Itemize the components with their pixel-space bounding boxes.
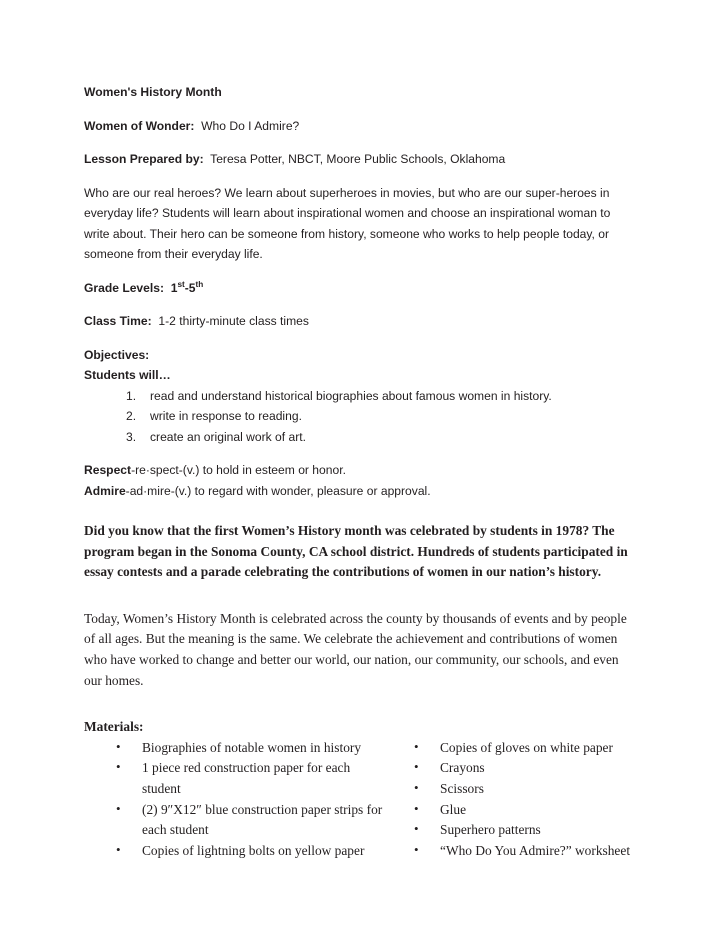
material-text: Crayons [440,760,485,776]
subtitle-label: Women of Wonder: [84,118,195,133]
list-item [116,800,384,841]
did-you-know-paragraph: Did you know that the first Women’s History month was celebrated by students in 1978? The program began in the Sonoma County, CA school district. Hundreds of students participated in essay contests and a parade celebrating the contributions of women in our nation’s history. [84,523,628,580]
objectives-subheading [84,365,632,386]
materials-heading: Materials: [84,719,144,735]
subtitle-line [84,116,632,137]
objective-text: create an original work of art. [150,429,306,444]
materials-list-right [384,738,632,862]
list-item [126,406,632,427]
definition-body: -re·spect-(v.) to hold in esteem or honor. [131,463,346,477]
list-item [126,427,632,448]
prepared-by-label: Lesson Prepared by: [84,152,204,166]
class-time-value: 1-2 thirty-minute class times [158,314,309,328]
grade-levels-line [84,278,632,299]
definition-respect [84,460,632,481]
definition-admire [84,481,632,502]
material-text: Copies of lightning bolts on yellow paper [142,842,365,858]
list-item [414,820,632,841]
definition-term: Respect [84,463,132,477]
list-item [116,758,384,799]
class-time-line [84,311,632,332]
list-item [414,841,632,862]
material-text: Biographies of notable women in history [142,739,362,755]
grade-levels-value [171,281,204,295]
list-item [126,386,632,407]
page-title [84,82,632,103]
list-item [414,779,632,800]
definition-term: Admire [84,483,126,498]
list-item [414,800,632,821]
prepared-by-value: Teresa Potter, NBCT, Moore Public Schools, Oklahoma [210,152,506,166]
grade-end-suffix: th [195,279,204,289]
definition-body: -ad·mire-(v.) to regard with wonder, pleasure or approval. [125,483,431,498]
today-paragraph: Today, Women’s History Month is celebrated across the county by thousands of events and by people of all ages. But the meaning is the same. We celebrate the achievement and contributions of women who have worked to change and better our world, our nation, our community, our schools, and even our homes. [84,610,627,688]
grade-levels-label: Grade Levels: [84,280,164,295]
class-time-label: Class Time: [84,314,152,328]
material-text: Glue [440,801,467,817]
objective-text: read and understand historical biographies about famous women in history. [150,388,552,403]
grade-start-suffix: st [177,279,185,289]
document-body [84,82,632,861]
material-text: “Who Do You Admire?” worksheet [440,842,631,858]
material-text: (2) 9″X12″ blue construction paper strips for each student [142,801,383,838]
material-text: Copies of gloves on white paper [440,739,613,755]
spacer [84,447,632,460]
spacer [84,596,632,609]
material-text: 1 piece red construction paper for each student [142,760,351,796]
materials-list-left [84,738,384,862]
materials-column-left [84,738,384,862]
list-item [116,738,384,759]
page-title-text: Women's History Month [84,85,222,99]
objectives-list [84,386,632,448]
list-item [414,738,632,759]
material-text: Scissors [440,780,484,796]
grade-levels-spacer [164,281,171,295]
subtitle-value: Who Do I Admire? [201,118,300,133]
objectives-heading-text: Objectives: [84,347,150,362]
prepared-by-line [84,149,632,170]
grade-mid: -5 [184,280,196,295]
objective-text: write in response to reading. [150,409,302,423]
grade-start: 1 [170,280,178,295]
objectives-subheading-text: Students will… [84,368,171,382]
list-item [116,841,384,862]
objectives-heading [84,345,632,366]
spacer [84,704,632,717]
materials-column-right [384,738,632,862]
intro-paragraph: Who are our real heroes? We learn about superheroes in movies, but who are our super-heroes in everyday life? Students will learn about inspirational women and choose an inspirational woman to write about. Their hero can be someone from history, someone who works to help people today, or someone from their everyday life. [84,185,611,261]
material-text: Superhero patterns [440,822,541,838]
list-item [414,758,632,779]
spacer [84,501,632,521]
materials-columns [84,738,632,862]
